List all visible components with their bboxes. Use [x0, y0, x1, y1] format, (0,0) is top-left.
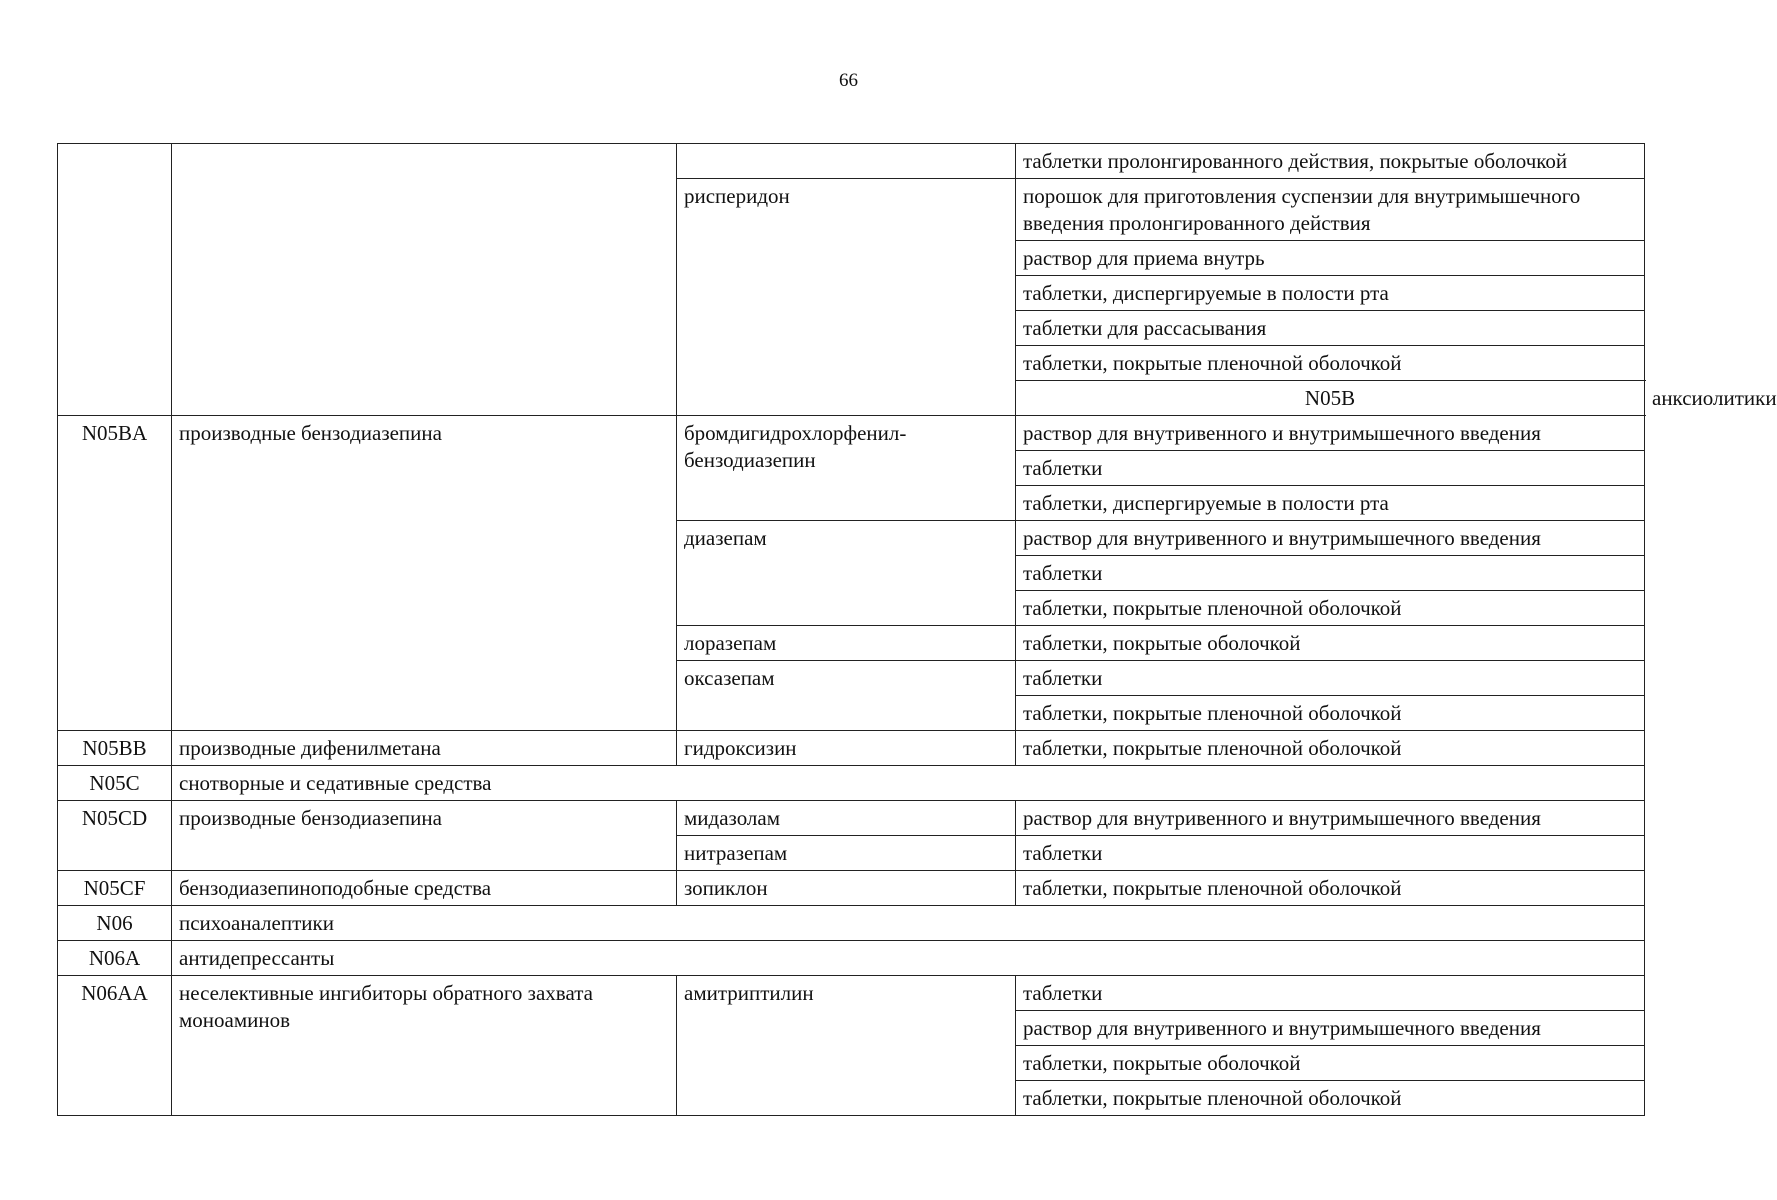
- form-cell: таблетки, покрытые пленочной оболочкой: [1016, 591, 1645, 626]
- table-row: [58, 906, 1645, 941]
- group-cell: бензодиазепиноподобные средства: [172, 871, 677, 906]
- drug-cell: зопиклон: [677, 871, 1016, 906]
- table-row: [58, 766, 1645, 801]
- form-cell: таблетки: [1016, 836, 1645, 871]
- group-cell: [172, 144, 677, 416]
- group-cell: производные дифенилметана: [172, 731, 677, 766]
- drug-cell: гидроксизин: [677, 731, 1016, 766]
- atc-code-cell: N05CF: [58, 871, 172, 906]
- group-cell: производные бензодиазепина: [172, 801, 677, 871]
- form-cell: таблетки, диспергируемые в полости рта: [1016, 486, 1645, 521]
- form-cell: таблетки, покрытые пленочной оболочкой: [1016, 731, 1645, 766]
- form-cell: таблетки, покрытые пленочной оболочкой: [1016, 346, 1645, 381]
- atc-code-cell: N06: [58, 906, 172, 941]
- atc-code-cell: [58, 144, 172, 416]
- form-cell: таблетки, покрытые оболочкой: [1016, 626, 1645, 661]
- table-row: N05B анксиолитики: [58, 381, 1645, 416]
- form-cell: раствор для внутривенного и внутримышечного введения: [1016, 521, 1645, 556]
- form-cell: таблетки, покрытые оболочкой: [1016, 1046, 1645, 1081]
- table-row: [58, 731, 1645, 766]
- table-row: [58, 801, 1645, 836]
- group-cell: неселективные ингибиторы обратного захвата моноаминов: [172, 976, 677, 1116]
- table-row: [58, 144, 1645, 179]
- drug-cell: диазепам: [677, 521, 1016, 626]
- form-cell: таблетки: [1016, 556, 1645, 591]
- form-cell: порошок для приготовления суспензии для внутримышечного введения пролонгированного действия: [1016, 179, 1645, 241]
- atc-code-cell: N05C: [58, 766, 172, 801]
- form-cell: раствор для внутривенного и внутримышечного введения: [1016, 1011, 1645, 1046]
- table-row: [58, 976, 1645, 1011]
- form-cell: таблетки: [1016, 451, 1645, 486]
- drug-cell: нитразепам: [677, 836, 1016, 871]
- group-cell: производные бензодиазепина: [172, 416, 677, 731]
- form-cell: таблетки: [1016, 976, 1645, 1011]
- atc-code-cell: N05BB: [58, 731, 172, 766]
- form-cell: таблетки пролонгированного действия, покрытые оболочкой: [1016, 144, 1645, 179]
- form-cell: раствор для внутривенного и внутримышечного введения: [1016, 416, 1645, 451]
- group-cell: антидепрессанты: [172, 941, 1645, 976]
- form-cell: таблетки, покрытые пленочной оболочкой: [1016, 1081, 1645, 1116]
- drug-cell: амитриптилин: [677, 976, 1016, 1116]
- atc-code-cell: N06AA: [58, 976, 172, 1116]
- form-cell: таблетки: [1016, 661, 1645, 696]
- drug-cell: [677, 144, 1016, 179]
- group-cell: снотворные и седативные средства: [172, 766, 1645, 801]
- drug-cell: оксазепам: [677, 661, 1016, 731]
- atc-code-cell: N05BA: [58, 416, 172, 731]
- form-cell: таблетки для рассасывания: [1016, 311, 1645, 346]
- table-row: [58, 416, 1645, 451]
- atc-code-cell: N06A: [58, 941, 172, 976]
- drug-cell: лоразепам: [677, 626, 1016, 661]
- form-cell: раствор для приема внутрь: [1016, 241, 1645, 276]
- table-row: [58, 871, 1645, 906]
- atc-code-cell: N05B: [1016, 381, 1645, 416]
- form-cell: таблетки, покрытые пленочной оболочкой: [1016, 871, 1645, 906]
- drug-cell: бромдигидрохлорфенил-бензодиазепин: [677, 416, 1016, 521]
- form-cell: раствор для внутривенного и внутримышечного введения: [1016, 801, 1645, 836]
- form-cell: таблетки, покрытые пленочной оболочкой: [1016, 696, 1645, 731]
- drug-cell: рисперидон: [677, 179, 1016, 416]
- form-cell: таблетки, диспергируемые в полости рта: [1016, 276, 1645, 311]
- page-number: 66: [839, 70, 858, 91]
- atc-code-cell: N05CD: [58, 801, 172, 871]
- drug-table: [57, 143, 1777, 1116]
- drug-cell: мидазолам: [677, 801, 1016, 836]
- group-cell: психоаналептики: [172, 906, 1645, 941]
- table-row: [58, 941, 1645, 976]
